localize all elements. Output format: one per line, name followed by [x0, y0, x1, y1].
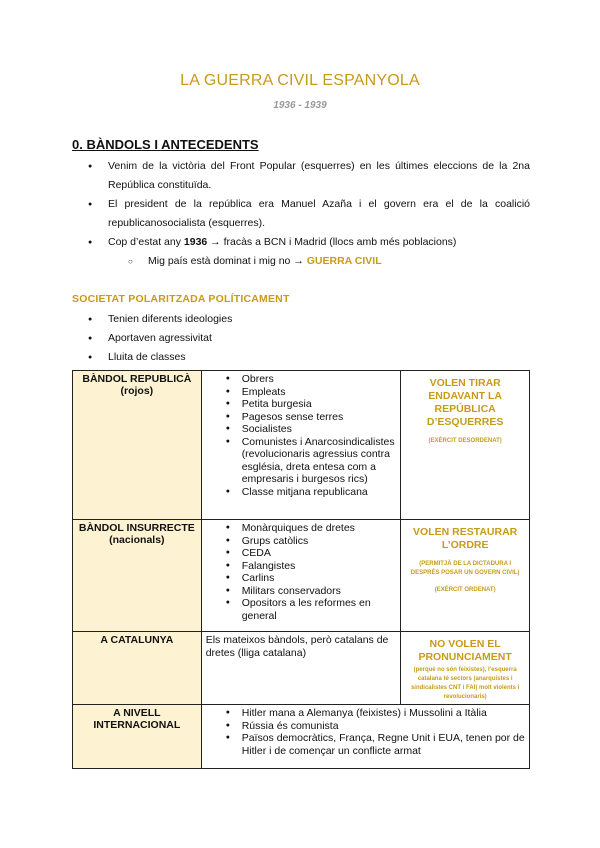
members-cell: [201, 520, 401, 632]
list-item: ● Comunistes i Anarcosindicalistes (revolucionaris agressius contra església, dreta entesa com a empresaris i burgesos rics): [206, 436, 397, 486]
coup-prefix: Cop d’estat any: [108, 236, 184, 248]
list-item: ● Venim de la victòria del Front Popular (esquerres) en les últimes eleccions de la 2na República constituïda.: [72, 157, 530, 195]
list-item: ● Hitler mana a Alemanya (feixistes) i Mussolini a Itàlia: [206, 707, 525, 720]
list-item: ● El president de la república era Manuel Azaña i el govern era el de la coalició republicanosocialista (esquerres).: [72, 195, 530, 233]
members-list: [206, 522, 397, 622]
list-item: ● Rússia és comunista: [206, 720, 525, 733]
coup-suffix: → fracàs a BCN i Madrid (llocs amb més poblacions): [207, 236, 457, 248]
list-item: ● Falangistes: [206, 560, 397, 573]
list-item: ● Opositors a les reformes en general: [206, 597, 397, 622]
goal-note: (EXÈRCIT DESORDENAT): [428, 438, 502, 444]
sides-table: [72, 370, 530, 769]
goal-note: (perquè no són feixistes), l’esquerra catalana té sectors (anarquistes i sindicalistes CNT i FAI) molt violents i revolucionaris): [410, 667, 520, 700]
goal-heading: NO VOLEN EL PRONUNCIAMENT: [418, 638, 512, 663]
list-item: ● Aportaven agressivitat: [72, 329, 530, 348]
list-item: ● Socialistes: [206, 423, 397, 436]
antecedents-list: [72, 157, 530, 271]
members-cell: [201, 705, 529, 769]
side-cell: [73, 371, 202, 520]
section-heading-antecedents: 0. BÀNDOLS I ANTECEDENTS: [72, 137, 259, 152]
list-item: [72, 233, 530, 252]
list-item: ● Militars conservadors: [206, 585, 397, 598]
list-item: ● Classe mitjana republicana: [206, 486, 397, 499]
side-label: A NIVELL INTERNACIONAL: [93, 707, 181, 731]
goal-note-2: (EXÈRCIT ORDENAT): [434, 587, 496, 593]
coup-year: 1936: [183, 236, 208, 248]
list-item: ● Grups catòlics: [206, 535, 397, 548]
side-label: BÀNDOL REPUBLICÀ: [82, 373, 192, 385]
goal-cell: [401, 632, 530, 705]
goal-note: (PERMITJÀ DE LA DICTADURA I DESPRÉS POSAR UN GOVERN CIVIL): [410, 561, 520, 576]
table-row-international: [73, 705, 530, 769]
society-list: [72, 310, 530, 367]
goal-cell: [401, 520, 530, 632]
side-sublabel: (rojos): [120, 385, 154, 397]
goal-heading: VOLEN TIRAR ENDAVANT LA REPÚBLICA D’ESQUERRES: [426, 377, 504, 428]
list-item: ● Tenien diferents ideologies: [72, 310, 530, 329]
list-item: ● Petita burgesia: [206, 398, 397, 411]
members-cell: Els mateixos bàndols, però catalans de dretes (lliga catalana): [201, 632, 401, 705]
section-heading-society: SOCIETAT POLARITZADA POLÍTICAMENT: [72, 293, 290, 305]
goal-heading: VOLEN RESTAURAR L’ORDRE: [413, 526, 518, 551]
list-item: ● Monàrquiques de dretes: [206, 522, 397, 535]
side-label: BÀNDOL INSURRECTE: [78, 522, 195, 534]
side-cell: [73, 632, 202, 705]
side-cell: [73, 705, 202, 769]
list-item: ● Empleats: [206, 386, 397, 399]
table-row-catalonia: [73, 632, 530, 705]
civil-war-highlight: GUERRA CIVIL: [306, 255, 382, 267]
side-cell: [73, 520, 202, 632]
list-item: ● CEDA: [206, 547, 397, 560]
sub-list-item: [72, 252, 530, 271]
sub-text: Mig país està dominat i mig no →: [148, 255, 307, 267]
table-row-republican: [73, 371, 530, 520]
list-item: ● Països democràtics, França, Regne Unit i EUA, tenen por de Hitler i de començar un conflicte armat: [206, 732, 525, 757]
list-item: ● Pagesos sense terres: [206, 411, 397, 424]
list-item: ● Lluita de classes: [72, 348, 530, 367]
side-label: A CATALUNYA: [100, 634, 174, 646]
list-item: ● Carlins: [206, 572, 397, 585]
side-sublabel: (nacionals): [109, 534, 165, 546]
members-list: [206, 373, 397, 498]
table-row-insurgent: [73, 520, 530, 632]
members-cell: [201, 371, 401, 520]
page-title: LA GUERRA CIVIL ESPANYOLA: [180, 72, 420, 89]
goal-cell: [401, 371, 530, 520]
page-subtitle: 1936 - 1939: [273, 100, 327, 111]
list-item: ● Obrers: [206, 373, 397, 386]
members-list: [206, 707, 525, 757]
